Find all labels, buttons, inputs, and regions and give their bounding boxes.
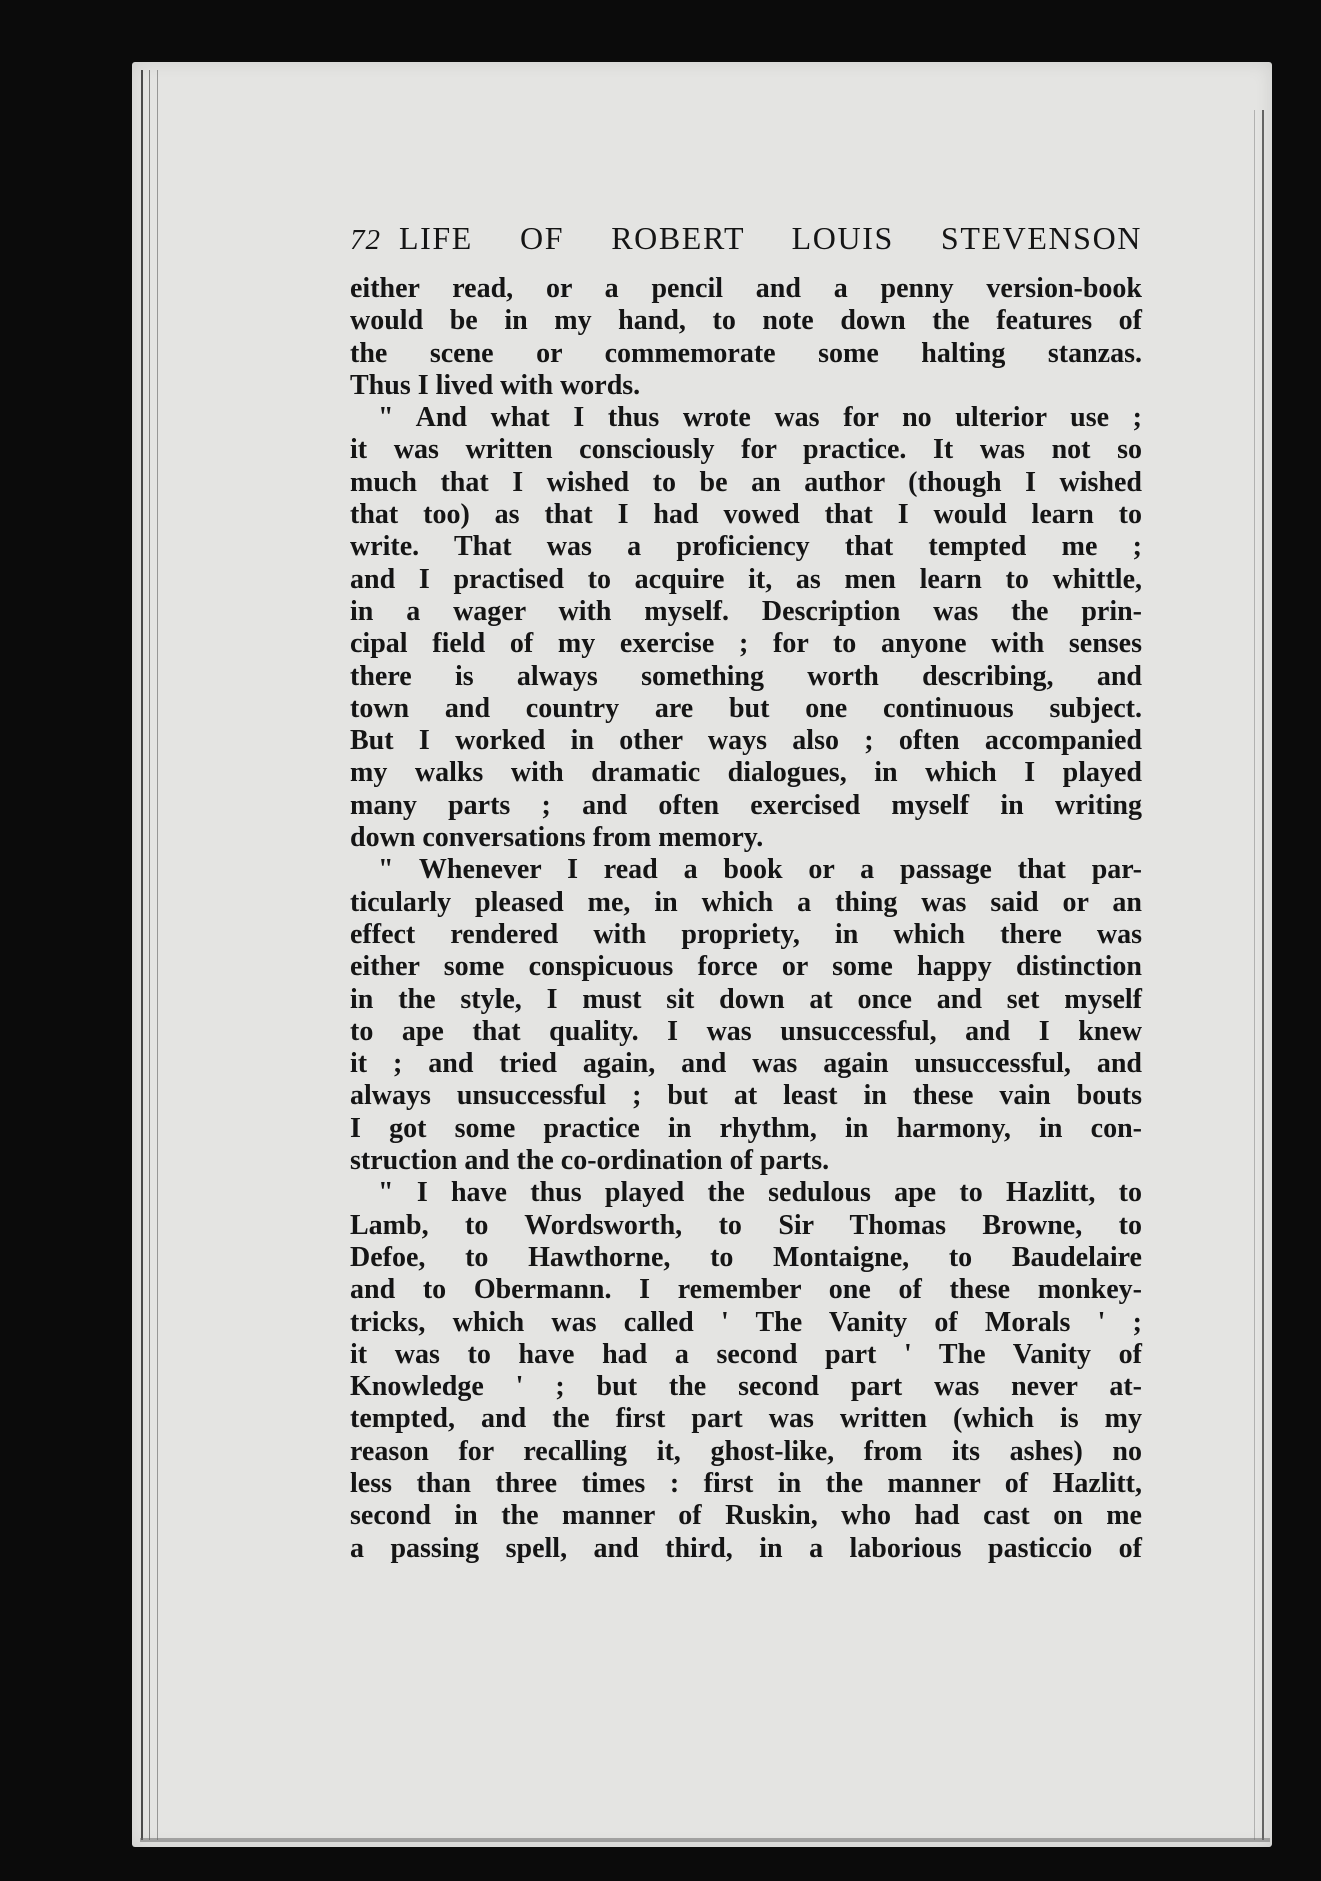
text-line: it was written consciously for practice. It was not so xyxy=(350,434,1142,466)
text-line: and to Obermann. I remember one of these monkey- xyxy=(350,1274,1142,1306)
text-line: either read, or a pencil and a penny version-book xyxy=(350,273,1142,304)
text-line: to ape that quality. I was unsuccessful, and I knew xyxy=(350,1015,1142,1047)
text-line: in the style, I must sit down at once and set myself xyxy=(350,983,1142,1015)
text-line: tricks, which was called ' The Vanity of Morals ' ; xyxy=(350,1306,1142,1338)
text-line: tempted, and the first part was written (which is my xyxy=(350,1403,1142,1435)
text-line: " I have thus played the sedulous ape to Hazlitt, to xyxy=(378,1177,1142,1209)
text-line: in a wager with myself. Description was the prin- xyxy=(350,595,1142,627)
text-line: But I worked in other ways also ; often accompanied xyxy=(350,725,1142,757)
text-line: second in the manner of Ruskin, who had cast on me xyxy=(350,1500,1142,1532)
text-line: Knowledge ' ; but the second part was never at- xyxy=(350,1371,1142,1403)
text-line: Defoe, to Hawthorne, to Montaigne, to Baudelaire xyxy=(350,1241,1142,1273)
running-header xyxy=(350,220,1142,257)
text-line: write. That was a proficiency that tempted me ; xyxy=(350,531,1142,563)
left-page-edge xyxy=(157,70,158,1840)
page-text xyxy=(350,220,1142,1565)
text-line: " Whenever I read a book or a passage that par- xyxy=(378,854,1142,886)
running-title: LIFE OF ROBERT LOUIS STEVENSON xyxy=(399,220,1142,256)
text-line: it ; and tried again, and was again unsuccessful, and xyxy=(350,1048,1142,1080)
text-line: it was to have had a second part ' The Vanity of xyxy=(350,1338,1142,1370)
text-line: my walks with dramatic dialogues, in which I played xyxy=(350,757,1142,789)
text-line: I got some practice in rhythm, in harmony, in con- xyxy=(350,1112,1142,1144)
text-line: that too) as that I had vowed that I would learn to xyxy=(350,499,1142,531)
text-line: many parts ; and often exercised myself in writing xyxy=(350,789,1142,821)
text-line: effect rendered with propriety, in which there was xyxy=(350,918,1142,950)
left-page-edge xyxy=(149,70,150,1840)
text-line: " And what I thus wrote was for no ulterior use ; xyxy=(378,402,1142,434)
text-line: down conversations from memory. xyxy=(350,822,764,854)
text-line: cipal field of my exercise ; for to anyone with senses xyxy=(350,628,1142,660)
text-line: less than three times : first in the manner of Hazlitt, xyxy=(350,1467,1142,1499)
text-line: reason for recalling it, ghost-like, from its ashes) no xyxy=(350,1435,1142,1467)
text-line: struction and the co-ordination of parts. xyxy=(350,1145,830,1177)
text-line: ticularly pleased me, in which a thing was said or an xyxy=(350,886,1142,918)
right-page-edge xyxy=(1254,110,1255,1840)
page-number: 72 xyxy=(350,224,381,256)
text-line: town and country are but one continuous subject. xyxy=(350,692,1142,724)
text-line: much that I wished to be an author (though I wished xyxy=(350,466,1142,498)
text-line: would be in my hand, to note down the features of xyxy=(350,305,1142,337)
text-line: and I practised to acquire it, as men learn to whittle, xyxy=(350,563,1142,595)
text-line: the scene or commemorate some halting stanzas. xyxy=(350,337,1142,369)
page-bottom-edge xyxy=(140,1838,1270,1842)
text-line: Thus I lived with words. xyxy=(350,369,641,401)
left-page-edge xyxy=(141,70,143,1840)
right-page-edge xyxy=(1262,110,1264,1840)
text-line: a passing spell, and third, in a laborious pasticcio of xyxy=(350,1532,1142,1564)
text-line: either some conspicuous force or some happy distinction xyxy=(350,951,1142,983)
text-line: always unsuccessful ; but at least in these vain bouts xyxy=(350,1080,1142,1112)
text-line: Lamb, to Wordsworth, to Sir Thomas Browne, to xyxy=(350,1209,1142,1241)
text-line: there is always something worth describing, and xyxy=(350,660,1142,692)
